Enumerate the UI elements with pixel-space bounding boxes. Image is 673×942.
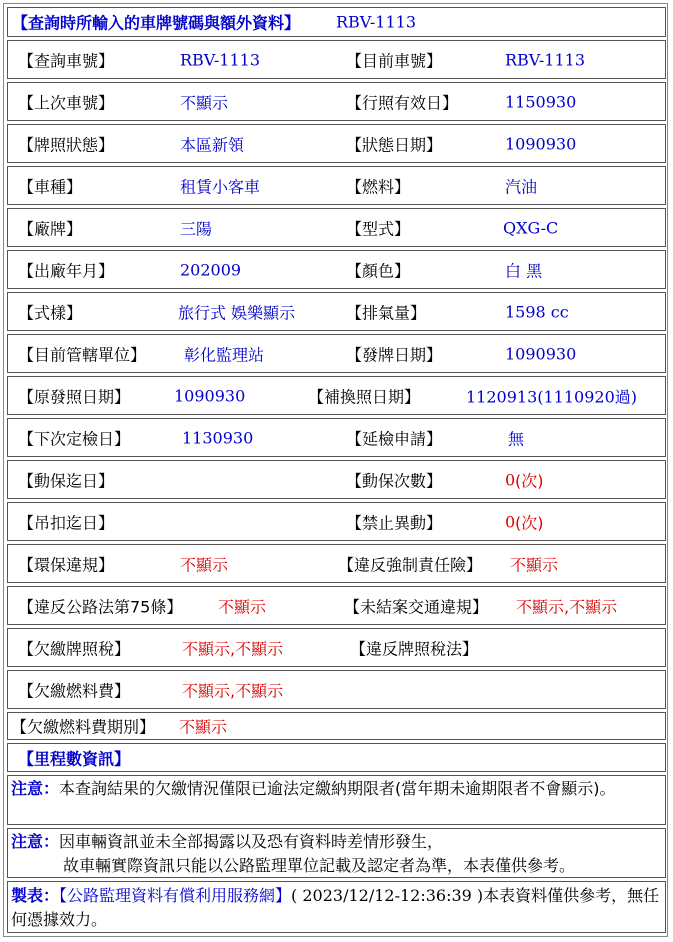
field-value: 1090930 [505, 344, 577, 363]
info-row [7, 376, 666, 415]
note2-line1: 因車輛資訊並未全部揭露以及恐有資料時差情形發生， [59, 832, 444, 851]
field-label: 【違反公路法第75條】 [18, 597, 183, 616]
note1-label: 注意： [11, 779, 60, 798]
note1-text [11, 777, 662, 801]
field-label: 【發牌日期】 [346, 345, 443, 364]
info-row [7, 166, 666, 205]
field-label: 【原發照日期】 [18, 387, 131, 406]
field-label: 【違反牌照稅法】 [350, 639, 479, 658]
field-label: 【動保次數】 [346, 471, 443, 490]
field-label: 【式樣】 [18, 303, 83, 322]
field-value: 不顯示 [180, 93, 229, 112]
field-value: 白 黑 [505, 261, 543, 280]
info-row [7, 670, 666, 709]
info-row [7, 250, 666, 289]
field-value: QXG-C [503, 218, 559, 237]
field-label: 【燃料】 [346, 177, 411, 196]
header-plate: RBV-1113 [336, 12, 417, 32]
field-unit: (次) [515, 471, 544, 490]
field-label: 【型式】 [346, 219, 411, 238]
note2-row [7, 828, 666, 878]
field-label: 【下次定檢日】 [18, 429, 131, 448]
field-label: 【禁止異動】 [346, 513, 443, 532]
note1-body: 本查詢結果的欠繳情況僅限已逾法定繳納期限者(當年期未逾期限者不會顯示)。 [59, 779, 616, 798]
footer-source: 【公路監理資料有償利用服務網】 [59, 886, 292, 905]
fuel-period-value: 不顯示 [179, 717, 228, 737]
footer-text [11, 884, 662, 932]
field-value: 不顯示,不顯示 [182, 681, 284, 700]
field-value: 1150930 [505, 92, 577, 111]
field-label: 【行照有效日】 [346, 93, 459, 112]
field-label: 【車種】 [18, 177, 83, 196]
header-row [7, 7, 666, 37]
field-label: 【動保迄日】 [18, 471, 115, 490]
info-row [7, 82, 666, 121]
note2-text [11, 830, 662, 878]
note1-row [7, 775, 666, 825]
field-value: 彰化監理站 [184, 345, 265, 364]
field-value: 不顯示,不顯示 [516, 597, 618, 616]
note2-label: 注意： [11, 832, 60, 851]
field-value: 本區新領 [180, 135, 245, 154]
field-label: 【補換照日期】 [308, 387, 421, 406]
field-label: 【狀態日期】 [346, 135, 443, 154]
field-unit: (次) [515, 513, 544, 532]
field-value: 租賃小客車 [180, 177, 261, 196]
field-value: RBV-1113 [505, 50, 586, 69]
info-row [7, 502, 666, 541]
field-value: 旅行式 娛樂顯示 [178, 303, 296, 322]
field-label: 【違反強制責任險】 [338, 555, 483, 574]
info-row [7, 334, 666, 373]
field-value: 0 [505, 470, 516, 489]
field-label: 【環保違規】 [18, 555, 115, 574]
field-value: 不顯示 [218, 597, 267, 616]
field-value: 無 [508, 429, 525, 448]
info-row [7, 418, 666, 457]
field-value: 1090930 [505, 134, 577, 153]
field-value: 不顯示 [180, 555, 229, 574]
fuel-period-label: 【欠繳燃料費期別】 [11, 717, 156, 737]
footer-disclaimer: 本表資料僅供參考，無任何憑據效力。 [11, 886, 660, 929]
header-title: 【查詢時所輸入的車牌號碼與額外資料】 [12, 13, 301, 33]
note2-line2: 故車輛實際資訊只能以公路監理單位記載及認定者為準，本表僅供參考。 [63, 856, 576, 875]
info-row [7, 544, 666, 583]
field-value: 1598 cc [505, 302, 569, 321]
info-row [7, 586, 666, 625]
field-value: 不顯示,不顯示 [182, 639, 284, 658]
fuel-period-row [7, 712, 666, 740]
field-label: 【目前管轄單位】 [18, 345, 147, 364]
footer-label: 製表： [11, 886, 60, 905]
info-row [7, 124, 666, 163]
info-row [7, 460, 666, 499]
info-row [7, 208, 666, 247]
field-value: 汽油 [505, 177, 538, 196]
field-label: 【欠繳燃料費】 [18, 681, 131, 700]
field-value: 0 [505, 512, 516, 531]
field-value: 1130930 [182, 428, 254, 447]
mileage-row [7, 743, 666, 772]
footer-row [7, 881, 666, 933]
info-row [7, 40, 666, 79]
field-label: 【排氣量】 [346, 303, 427, 322]
field-label: 【吊扣迄日】 [18, 513, 115, 532]
mileage-title: 【里程數資訊】 [18, 749, 131, 768]
field-label: 【上次車號】 [18, 93, 115, 112]
field-label: 【顏色】 [346, 261, 411, 280]
info-row [7, 292, 666, 331]
field-label: 【廠牌】 [18, 219, 83, 238]
field-label: 【欠繳牌照稅】 [18, 639, 131, 658]
info-row [7, 628, 666, 667]
field-label: 【查詢車號】 [18, 51, 115, 70]
field-label: 【未結案交通違規】 [344, 597, 489, 616]
field-value: 1120913(1110920過) [466, 387, 638, 406]
field-value: 1090930 [174, 386, 246, 405]
footer-timestamp: ( 2023/12/12-12:36:39 ) [291, 886, 484, 905]
field-value: RBV-1113 [180, 50, 261, 69]
field-value: 三陽 [180, 219, 213, 238]
field-value: 不顯示 [510, 555, 559, 574]
field-label: 【延檢申請】 [346, 429, 443, 448]
field-label: 【牌照狀態】 [18, 135, 115, 154]
field-label: 【出廠年月】 [18, 261, 115, 280]
field-value: 202009 [180, 260, 242, 279]
field-label: 【目前車號】 [346, 51, 443, 70]
